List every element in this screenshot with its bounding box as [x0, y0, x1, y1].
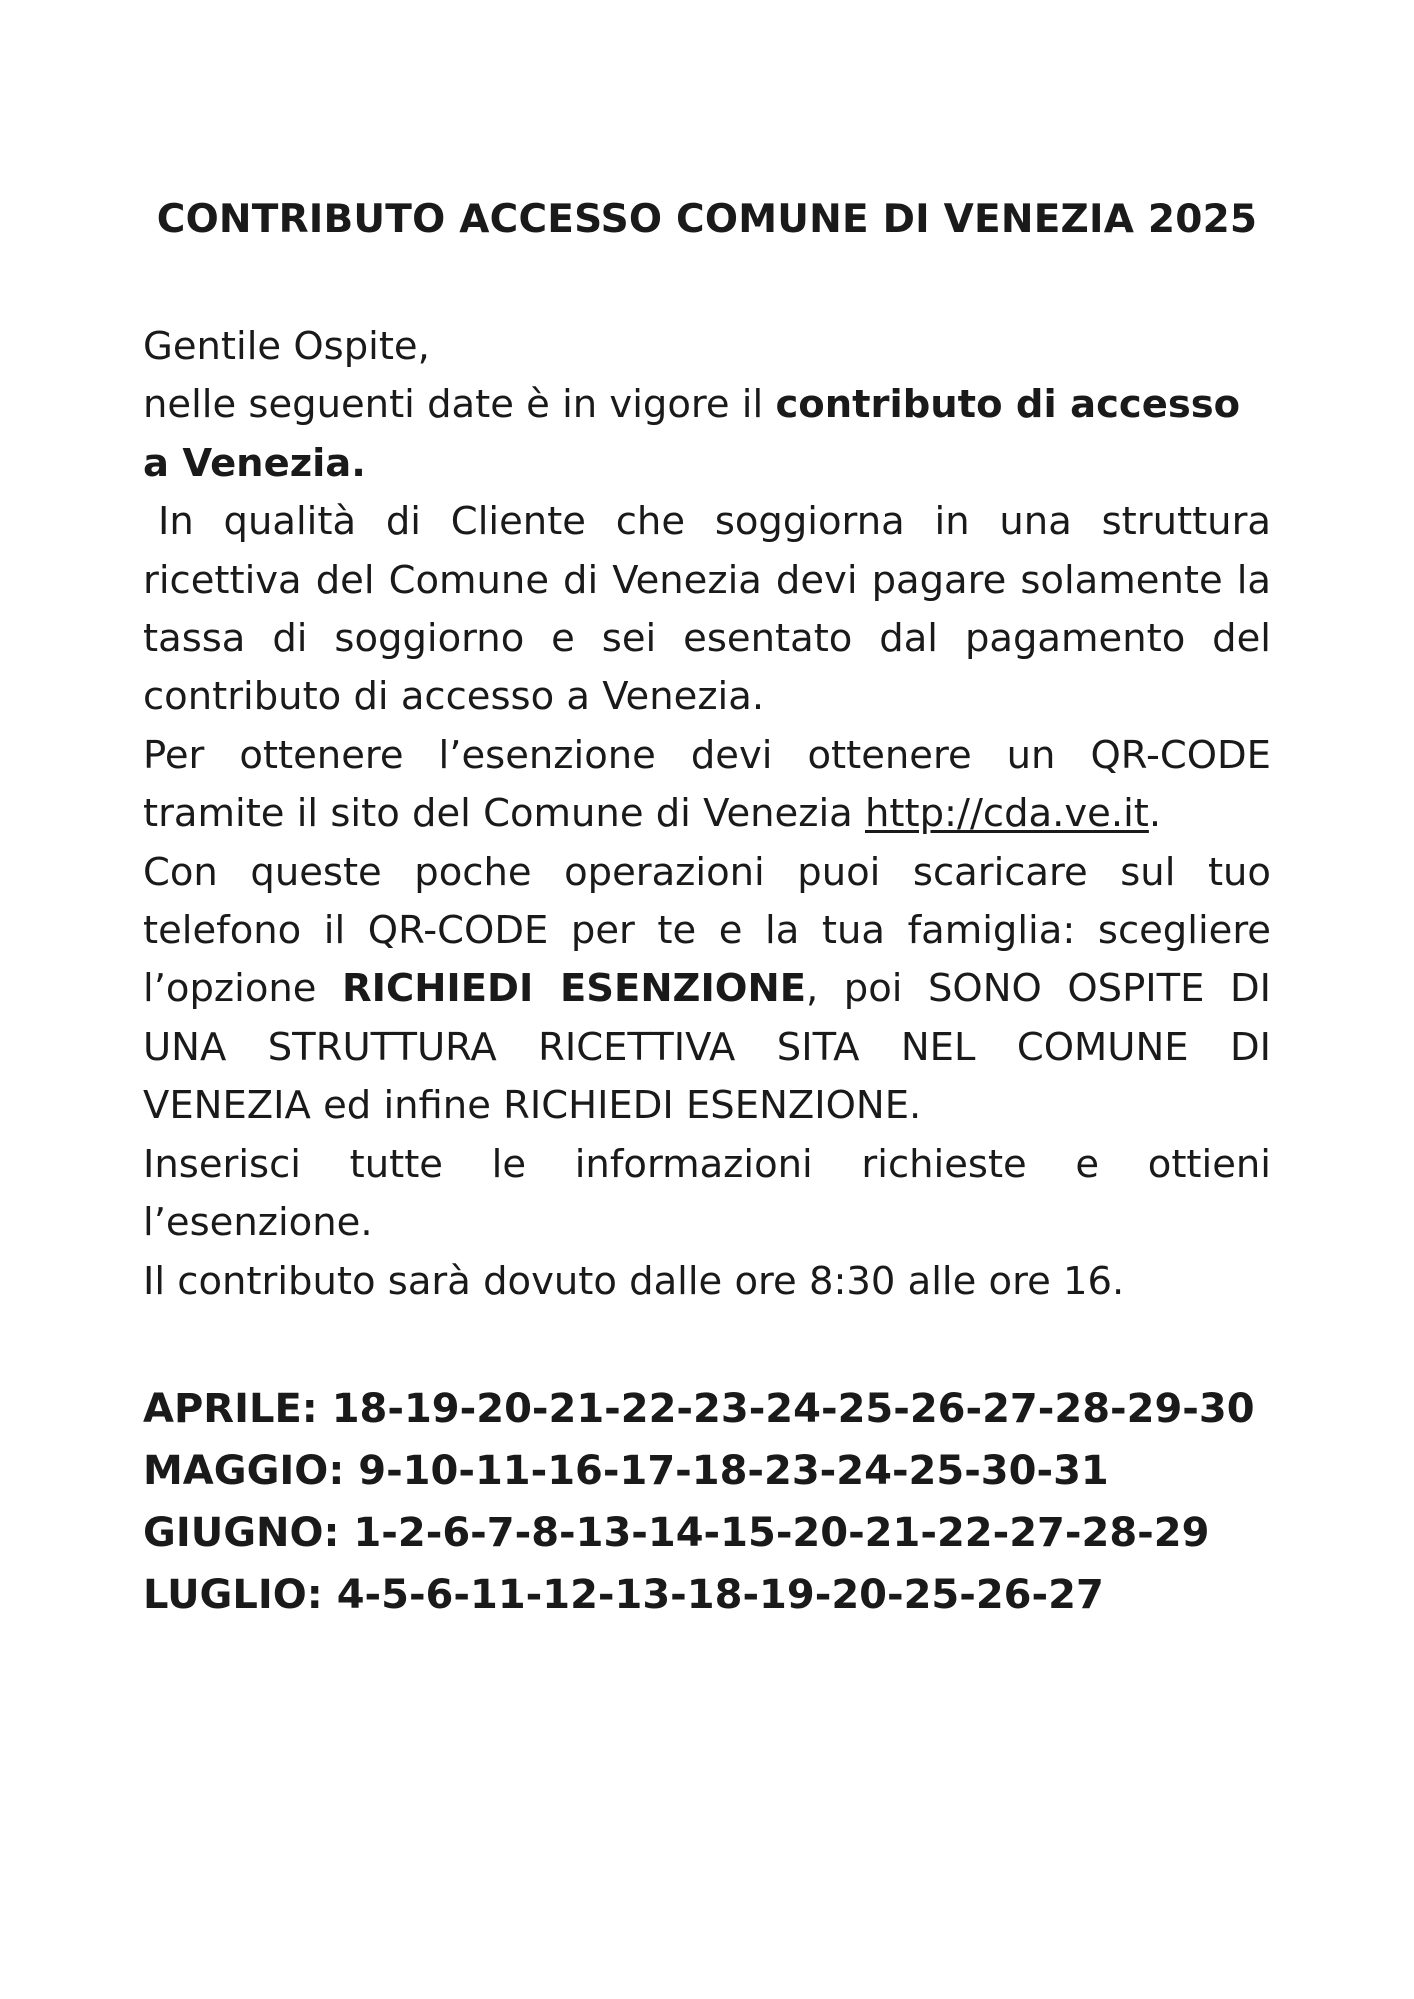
date-row-april [143, 1378, 1271, 1440]
greeting: Gentile Ospite, [143, 324, 430, 369]
days-list: 18-19-20-21-22-23-24-25-26-27-28-29-30 [331, 1386, 1255, 1432]
days-list: 9-10-11-16-17-18-23-24-25-30-31 [358, 1448, 1109, 1494]
month-label: GIUGNO: [143, 1510, 340, 1556]
paragraph-hours: Il contributo sarà dovuto dalle ore 8:30 alle ore 16. [143, 1258, 1125, 1304]
intro-bold-text: contributo di accesso a Venezia. [143, 382, 1241, 486]
date-row-june [143, 1502, 1271, 1564]
date-row-july [143, 1564, 1271, 1626]
paragraph-instructions [143, 844, 1271, 1136]
cda-website-link[interactable]: http://cda.ve.it [864, 791, 1149, 837]
month-label: MAGGIO: [143, 1448, 345, 1494]
qr-code-text-end: . [1148, 791, 1162, 837]
dates-list [143, 1378, 1271, 1626]
date-row-may [143, 1440, 1271, 1502]
instructions-text: Con queste poche operazioni puoi scaricare sul tuo telefono il QR-CODE per te e la tua famiglia: scegliere l’opzione [143, 849, 1271, 1012]
days-list: 4-5-6-11-12-13-18-19-20-25-26-27 [336, 1572, 1104, 1618]
body-text [143, 318, 1271, 1311]
paragraph-exemption-info: In qualità di Cliente che soggiorna in una struttura ricettiva del Comune di Venezia devi pagare solamente la tassa di soggiorno e sei esentato dal pagamento del contributo di accesso a Venezia. [143, 499, 1271, 720]
document-title: CONTRIBUTO ACCESSO COMUNE DI VENEZIA 2025 [156, 197, 1258, 242]
instructions-bold-option: RICHIEDI ESENZIONE [341, 966, 807, 1012]
intro-paragraph [143, 376, 1271, 493]
paragraph-qr-code [143, 727, 1271, 844]
month-label: LUGLIO: [143, 1572, 323, 1618]
month-label: APRILE: [143, 1386, 318, 1432]
instructions-text-end: , poi SONO OSPITE DI UNA STRUTTURA RICETTIVA SITA NEL COMUNE DI VENEZIA ed infine RICHIEDI ESENZIONE. [143, 966, 1271, 1129]
days-list: 1-2-6-7-8-13-14-15-20-21-22-27-28-29 [353, 1510, 1210, 1556]
qr-code-text: Per ottenere l’esenzione devi ottenere un QR-CODE tramite il sito del Comune di Venezia [143, 732, 1271, 837]
paragraph-fill-info: Inserisci tutte le informazioni richieste e ottieni l’esenzione. [143, 1141, 1271, 1246]
intro-text: nelle seguenti date è in vigore il [143, 382, 776, 428]
